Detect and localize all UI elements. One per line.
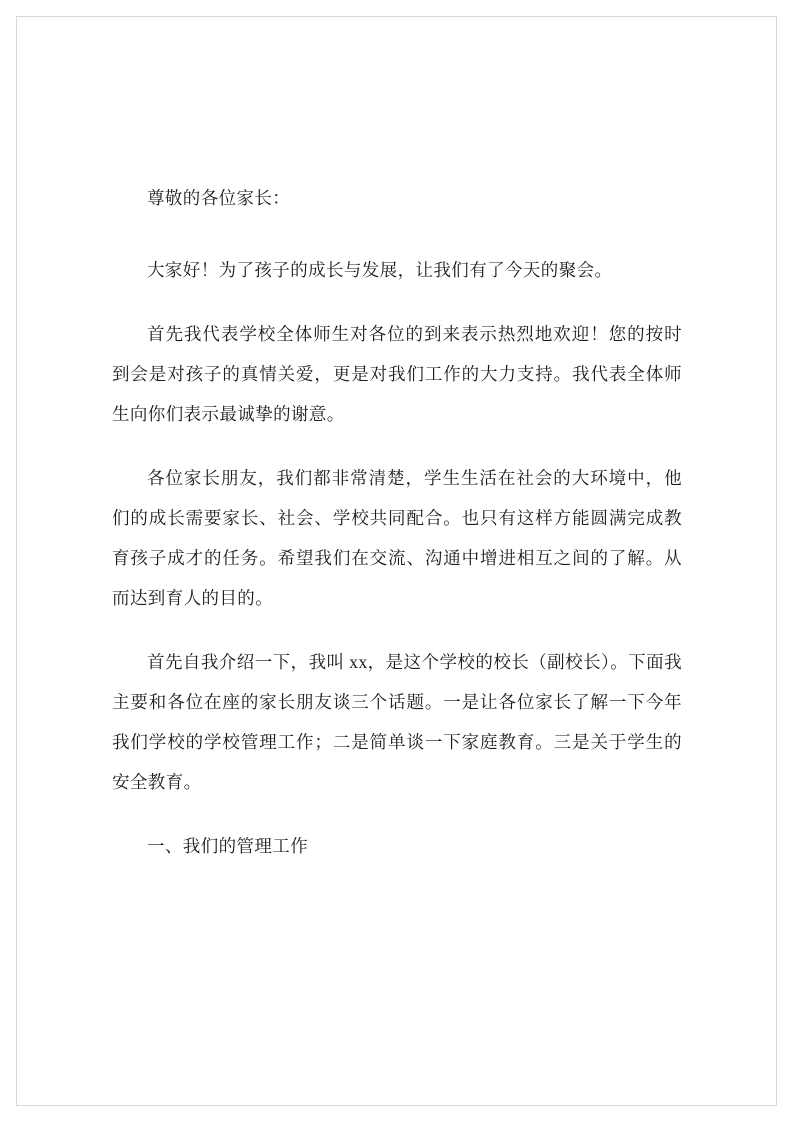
paragraph-self-introduction: 首先自我介绍一下，我叫 xx，是这个学校的校长（副校长）。下面我主要和各位在座的家长朋友谈三个话题。一是让各位家长了解一下今年我们学校的学校管理工作；二是简单谈一下家庭教育。三是关于学生的安全教育。 (112, 652, 682, 792)
paragraph-cooperation: 各位家长朋友，我们都非常清楚，学生生活在社会的大环境中，他们的成长需要家长、社会、学校共同配合。也只有这样方能圆满完成教育孩子成才的任务。希望我们在交流、沟通中增进相互之间的了解。从而达到育人的目的。 (112, 468, 682, 608)
paragraph-greeting: 大家好！为了孩子的成长与发展，让我们有了今天的聚会。 (147, 260, 613, 280)
paragraph-welcome: 首先我代表学校全体师生对各位的到来表示热烈地欢迎！您的按时到会是对孩子的真情关爱，更是对我们工作的大力支持。我代表全体师生向你们表示最诚挚的谢意。 (112, 324, 682, 424)
section-one-heading: 一、我们的管理工作 (147, 836, 309, 856)
document-body (112, 178, 682, 866)
paragraph-salutation: 尊敬的各位家长： (147, 188, 291, 208)
